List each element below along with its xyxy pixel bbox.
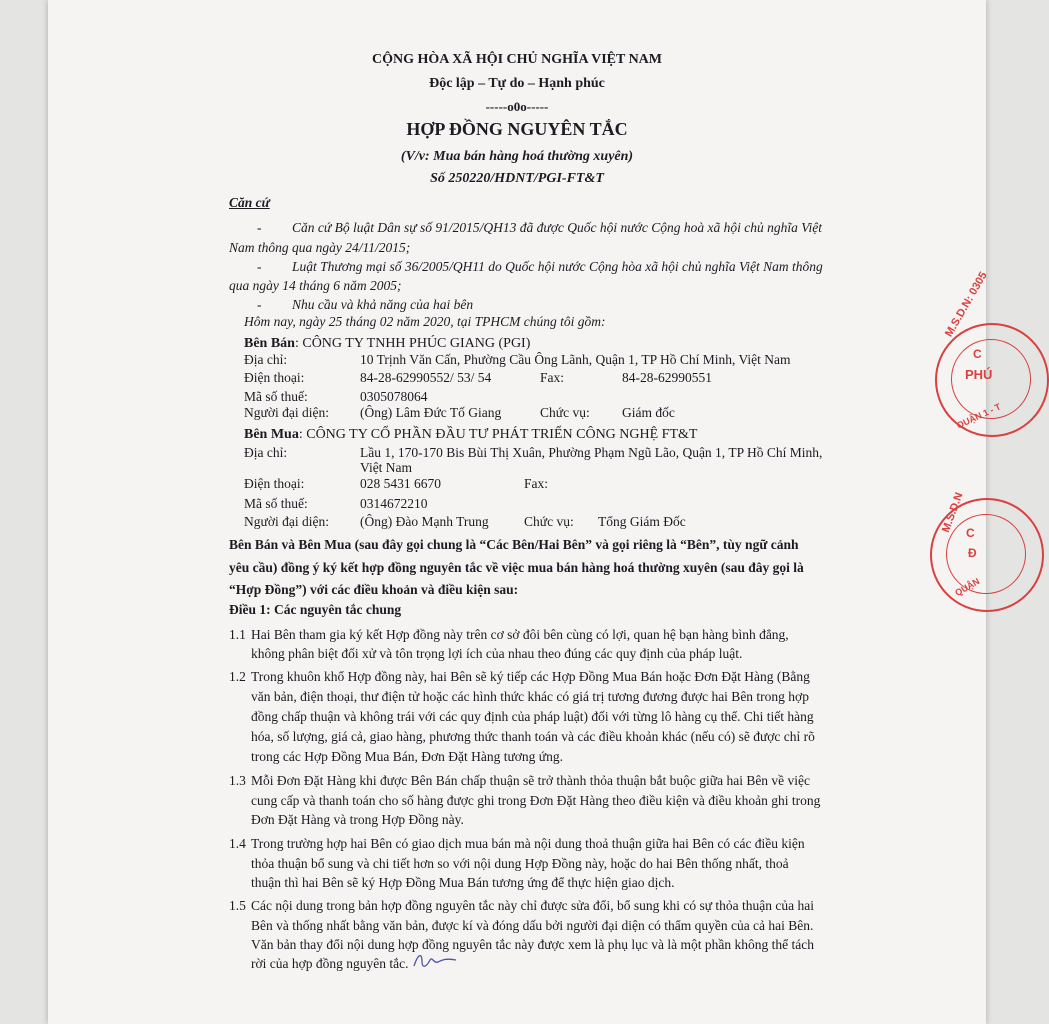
seller-phone-label: Điện thoại: [244,370,305,385]
buyer-address-label: Địa chỉ: [244,445,288,460]
clause-1-5-line-1: Các nội dung trong bản hợp đồng nguyên tắc này chỉ được sửa đổi, bổ sung khi có sự thỏa thuận của hai [251,898,814,913]
clause-1-4-line-1: Trong trường hợp hai Bên có giao dịch mua bán mà nội dung thoả thuận giữa hai Bên có các điều kiện [251,836,805,851]
agreement-line-1: Bên Bán và Bên Mua (sau đây gọi chung là “Các Bên/Hai Bên” và gọi riêng là “Bên”, tùy ngữ cảnh [229,537,799,552]
seller-position: Giám đốc [622,405,675,420]
clause-1-4-line-2: thỏa thuận bổ sung và chi tiết hơn so với nội dung Hợp Đồng này, hoặc do hai Bên thống nhất, thoả [251,856,789,871]
clause-1-4-line-3: thuận thì hai Bên sẽ ký Hợp Đồng Mua Bán tương ứng để thực hiện giao dịch. [251,875,675,890]
today-line: Hôm nay, ngày 25 tháng 02 năm 2020, tại TPHCM chúng tôi gồm: [244,314,606,329]
clause-1-2-number: 1.2 [229,669,246,684]
basis-dash-3: - [257,297,262,312]
clause-1-2-line-1: Trong khuôn khổ Hợp đồng này, hai Bên sẽ ký tiếp các Hợp Đồng Mua Bán hoặc Đơn Đặt Hàng (Bằng [251,669,810,684]
buyer-tax-label: Mã số thuế: [244,496,308,511]
buyer-phone: 028 5431 6670 [360,476,441,491]
clause-1-1-number: 1.1 [229,627,246,642]
header-separator: -----o0o----- [485,99,549,114]
clause-1-5-number: 1.5 [229,898,246,913]
basis-item-2-line-1: Luật Thương mại số 36/2005/QH11 do Quốc hội nước Cộng hòa xã hội chủ nghĩa Việt Nam thông [292,259,823,274]
seal-1-text-c: C [973,347,982,361]
seller-label: Bên Bán [244,336,295,351]
buyer-label: Bên Mua [244,427,299,442]
buyer-tax: 0314672210 [360,496,428,511]
seal-2-text-b: Đ [968,546,977,560]
clause-1-5-line-4: rời của hợp đồng nguyên tắc. [251,956,409,971]
seller-rep: (Ông) Lâm Đức Tố Giang [360,405,502,420]
seller-fax: 84-28-62990551 [622,370,712,385]
clause-1-1-line-2: không phân biệt đối xử và tôn trọng lợi ích của nhau theo đúng các quy định của pháp luật. [251,646,743,661]
agreement-line-3: “Hợp Đồng”) với các điều khoản và điều kiện sau: [229,582,519,597]
clause-1-3-line-2: cung cấp và thanh toán cho số hàng được ghi trong Đơn Đặt Hàng theo điều kiện và điều khoản ghi trong [251,793,821,808]
seller-name: : CÔNG TY TNHH PHÚC GIANG (PGI) [294,336,531,351]
buyer-heading [244,427,697,443]
seal-1-text-a: M.S.D.N: 0305 [943,269,990,339]
basis-item-2-line-2: qua ngày 14 tháng 6 năm 2005; [229,278,402,293]
contract-number: Số 250220/HDNT/PGI-FT&T [430,171,604,186]
article-1-heading: Điều 1: Các nguyên tắc chung [229,602,402,617]
basis-item-1-line-1: Căn cứ Bộ luật Dân sự số 91/2015/QH13 đã được Quốc hội nước Cộng hoà xã hội chủ nghĩa Việt [292,220,822,235]
seller-phone: 84-28-62990552/ 53/ 54 [360,370,492,385]
seller-tax-label: Mã số thuế: [244,389,308,404]
buyer-position: Tổng Giám Đốc [598,514,686,529]
clause-1-2-line-4: hóa, số lượng, giá cả, giao hàng, phương thức thanh toán và các điều khoản khác (nếu có) sẽ được chỉ rõ [251,729,815,744]
motto: Độc lập – Tự do – Hạnh phúc [429,76,605,91]
clause-1-2-line-5: trong các Hợp Đồng Mua Bán, Đơn Đặt Hàng tương ứng. [251,749,563,764]
seller-heading [244,336,530,352]
buyer-rep-label: Người đại diện: [244,514,329,529]
buyer-address-line-2: Việt Nam [360,460,413,475]
seller-rep-label: Người đại diện: [244,405,329,420]
buyer-position-label: Chức vụ: [524,514,574,529]
document-page [48,0,1003,1024]
buyer-rep: (Ông) Đào Mạnh Trung [360,514,489,529]
seal-1-text-b: PHÚ [965,367,993,382]
basis-item-1-line-2: Nam thông qua ngày 24/11/2015; [229,240,411,255]
clause-1-4-number: 1.4 [229,836,246,851]
company-seal-top [935,269,1049,437]
seller-address: 10 Trịnh Văn Cấn, Phường Cầu Ông Lãnh, Quận 1, TP Hồ Chí Minh, Việt Nam [360,352,791,367]
buyer-fax-label: Fax: [524,476,549,491]
seller-tax: 0305078064 [360,389,428,404]
basis-dash-1: - [257,220,262,235]
clause-1-2-line-2: văn bản, điện thoại, thư điện tử hoặc các hình thức khác có giá trị tương đương được hai Bên trong hợp [251,689,809,704]
basis-item-3: Nhu cầu và khả năng của hai bên [292,297,474,312]
buyer-address-line-1: Lầu 1, 170-170 Bis Bùi Thị Xuân, Phường Phạm Ngũ Lão, Quận 1, TP Hồ Chí Minh, [360,445,823,460]
seller-fax-label: Fax: [540,370,565,385]
seal-2-text-c: C [966,526,975,540]
initials-signature [410,948,460,974]
clause-1-3-number: 1.3 [229,773,246,788]
contract-subject: (V/v: Mua bán hàng hoá thường xuyên) [400,149,634,164]
clause-1-3-line-3: Đơn Đặt Hàng và trong Hợp Đồng này. [251,812,464,827]
seal-1-text-d: QUẬN 1 - T [955,401,1003,431]
clause-1-2-line-3: đồng chấp thuận và không trái với các quy định của pháp luật) đối với từng lô hàng cụ thể. Chi tiết hàng [251,709,814,724]
contract-title: HỢP ĐỒNG NGUYÊN TẮC [406,119,628,139]
buyer-phone-label: Điện thoại: [244,476,305,491]
clause-1-5-line-3: Văn bản thay đổi nội dung hợp đồng nguyên tắc này được xem là phụ lục và là một phần không thể tách [251,937,814,952]
agreement-line-2: yêu cầu) đồng ý ký kết hợp đồng nguyên tắc về việc mua bán hàng hoá thường xuyên (sau đây gọi là [229,560,804,575]
clause-1-3-line-1: Mỗi Đơn Đặt Hàng khi được Bên Bán chấp thuận sẽ trở thành thỏa thuận bắt buộc giữa hai Bên về việc [251,773,811,788]
clause-1-5-line-2: Bên và thống nhất bằng văn bản, được kí và đóng dấu bởi người đại diện có thẩm quyền của cả hai Bên. [251,918,814,933]
seller-address-label: Địa chỉ: [244,352,288,367]
buyer-name: : CÔNG TY CỔ PHẦN ĐẦU TƯ PHÁT TRIỂN CÔNG NGHỆ FT&T [298,427,698,442]
company-seal-bottom [930,490,1044,612]
seal-2-text-a: M.S.D.N [940,490,966,535]
seal-2-text-d: QUẬN [953,576,982,598]
basis-dash-2: - [257,259,262,274]
country-header: CỘNG HÒA XÃ HỘI CHỦ NGHĨA VIỆT NAM [371,52,662,67]
clause-1-1-line-1: Hai Bên tham gia ký kết Hợp đồng này trên cơ sở đôi bên cùng có lợi, quan hệ bạn hàng bình đẳng, [251,627,789,642]
seller-position-label: Chức vụ: [540,405,590,420]
basis-heading: Căn cứ [229,195,270,210]
